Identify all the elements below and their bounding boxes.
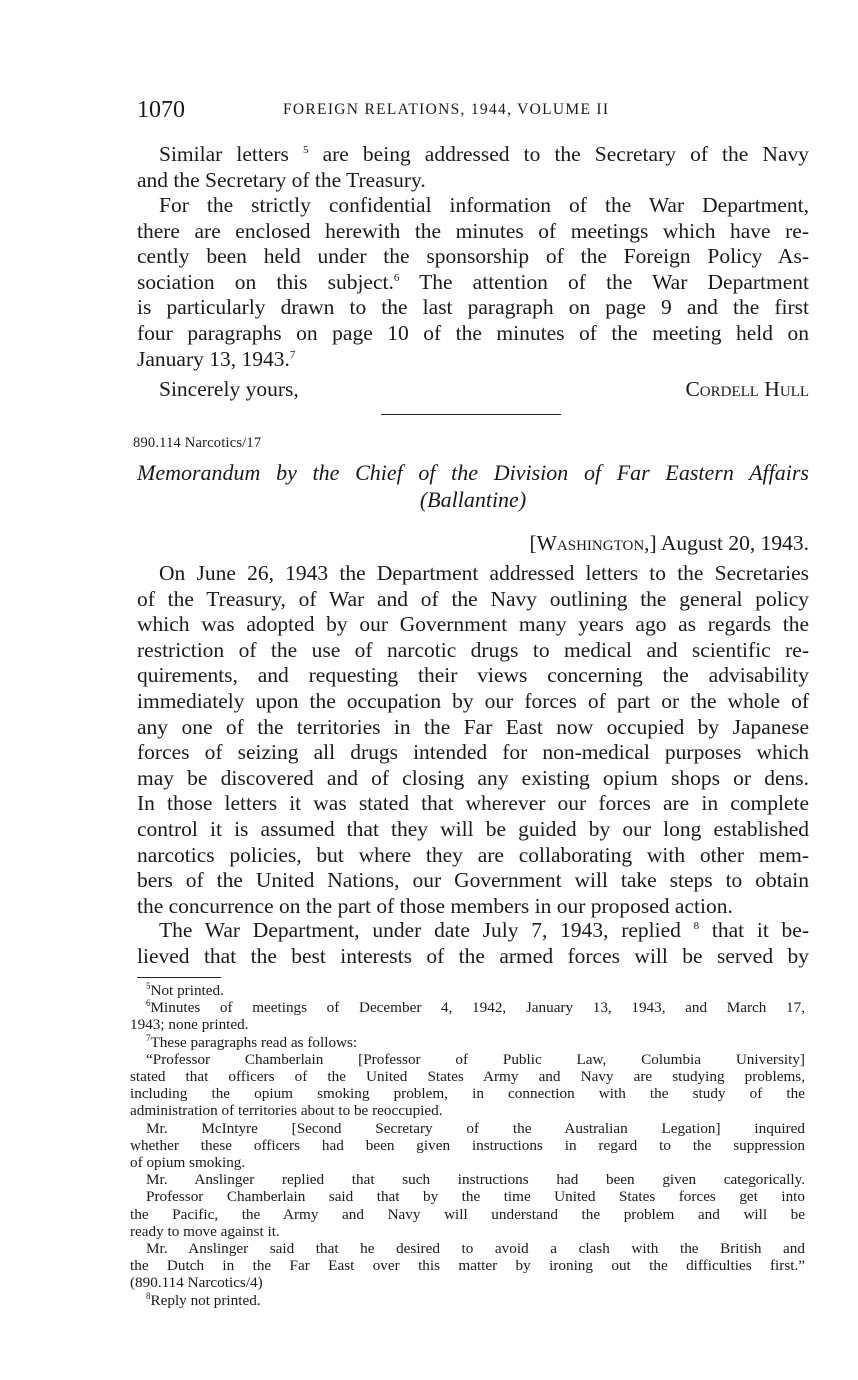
text-line: which was adopted by our Government many years ago as regards the [137, 612, 809, 637]
text-line: and the Secretary of the Treasury. [137, 167, 426, 192]
text-line: cently been held under the sponsorship of the Foreign Policy As- [137, 244, 809, 269]
page-header [137, 96, 809, 126]
section-divider [381, 414, 561, 415]
quote-line: the Pacific, the Army and Navy will understand the problem and will be [130, 1205, 805, 1223]
footnote-7: $^7$These paragraphs read as follows: [146, 1032, 358, 1051]
text-line: narcotics policies, but where they are collaborating with other mem- [137, 842, 809, 867]
memo-paragraph-1 [137, 561, 809, 919]
text-line: January 13, 1943.$^7$ [137, 346, 296, 371]
footnote-8: $^8$Reply not printed. [146, 1290, 261, 1309]
quote-line: “Professor Chamberlain [Professor of Public Law, Columbia University] [146, 1050, 805, 1068]
letter-paragraph-2 [137, 193, 809, 372]
complimentary-close: Sincerely yours, [159, 377, 299, 401]
quote-line: administration of territories about to be reoccupied. [130, 1102, 443, 1120]
memo-author: (Ballantine) [419, 487, 527, 512]
text-line: Similar letters $^5$ are being addressed to the Secretary of the Navy [159, 142, 809, 166]
text-line: forces of seizing all drugs intended for non-medical purposes which [137, 740, 809, 765]
signature: Cordell Hull [685, 377, 809, 401]
letter-paragraph-1 [137, 142, 809, 193]
quote-line: Professor Chamberlain said that by the time United States forces get into [146, 1188, 805, 1206]
footnote-6: $^6$Minutes of meetings of December 4, 1942, January 13, 1943, and March 17, [146, 998, 805, 1017]
text-line: control it is assumed that they will be guided by our long established [137, 816, 809, 841]
text-line: For the strictly confidential information of the War Department, [159, 193, 809, 217]
quote-line: ready to move against it. [130, 1222, 280, 1240]
dateline [529, 530, 809, 556]
dateline-place: [Washington,] [529, 531, 657, 555]
text-line: The War Department, under date July 7, 1943, replied $^8$ that it be- [159, 918, 810, 942]
quote-line: Mr. Anslinger said that he desired to avoid a clash with the British and [146, 1240, 805, 1258]
quote-line: Mr. McIntyre [Second Secretary of the Australian Legation] inquired [146, 1119, 805, 1137]
text-line: sociation on this subject.$^6$ The attention of the War Department [137, 269, 809, 294]
text-line: restriction of the use of narcotic drugs to medical and scientific re- [137, 637, 809, 662]
text-line: bers of the United Nations, our Government will take steps to obtain [137, 868, 809, 893]
text-line: On June 26, 1943 the Department addressed letters to the Secretaries [159, 561, 809, 585]
page-number: 1070 [137, 97, 185, 123]
quote-line: of opium smoking. [130, 1154, 246, 1172]
text-line: In those letters it was stated that wherever our forces are in complete [137, 791, 809, 816]
dateline-date: August 20, 1943. [656, 531, 809, 555]
footnote-ref-8[interactable]: 8 [693, 920, 700, 932]
text-line: there are enclosed herewith the minutes of meetings which have re- [137, 218, 809, 243]
footnote-5: $^5$Not printed. [146, 981, 224, 999]
footnotes [130, 982, 805, 1309]
text-line: immediately upon the occupation by our forces of part or the whole of [137, 688, 809, 713]
memo-paragraph-2 [137, 918, 809, 969]
text-line: the concurrence on the part of those members in our proposed action. [137, 893, 733, 918]
quote-line: whether these officers had been given instructions in regard to the suppression [130, 1136, 805, 1154]
quote-line: including the opium smoking problem, in connection with the study of the [130, 1085, 805, 1103]
file-number: 890.114 Narcotics/17 [133, 435, 262, 451]
memo-title [137, 459, 809, 513]
quote-line: (890.114 Narcotics/4) [130, 1274, 263, 1292]
footnote-6-cont: 1943; none printed. [130, 1016, 249, 1034]
text-line: is particularly drawn to the last paragraph on page 9 and the first [137, 295, 809, 320]
footnote-ref-6[interactable]: 6 [393, 271, 400, 284]
footnote-ref-5[interactable]: 5 [303, 144, 309, 156]
footnote-separator [137, 977, 221, 978]
text-line: quirements, and requesting their views concerning the advisability [137, 663, 809, 688]
text-line: four paragraphs on page 10 of the minutes of the meeting held on [137, 320, 809, 345]
text-line: of the Treasury, of War and of the Navy outlining the general policy [137, 586, 809, 611]
footnote-ref-7[interactable]: 7 [289, 348, 296, 361]
quote-line: the Dutch in the Far East over this matter by ironing out the difficulties first.” [130, 1257, 805, 1275]
text-line: may be discovered and of closing any existing opium shops or dens. [137, 765, 809, 790]
quote-line: Mr. Anslinger replied that such instructions had been given categorically. [146, 1171, 805, 1189]
quote-line: stated that officers of the United States Army and Navy are studying problems, [130, 1068, 805, 1086]
running-head: FOREIGN RELATIONS, 1944, VOLUME II [283, 101, 610, 118]
memo-title-line: Memorandum by the Chief of the Division of Far Eastern Affairs [137, 460, 809, 485]
text-line: any one of the territories in the Far East now occupied by Japanese [137, 714, 809, 739]
text-line: lieved that the best interests of the armed forces will be served by [137, 943, 809, 968]
